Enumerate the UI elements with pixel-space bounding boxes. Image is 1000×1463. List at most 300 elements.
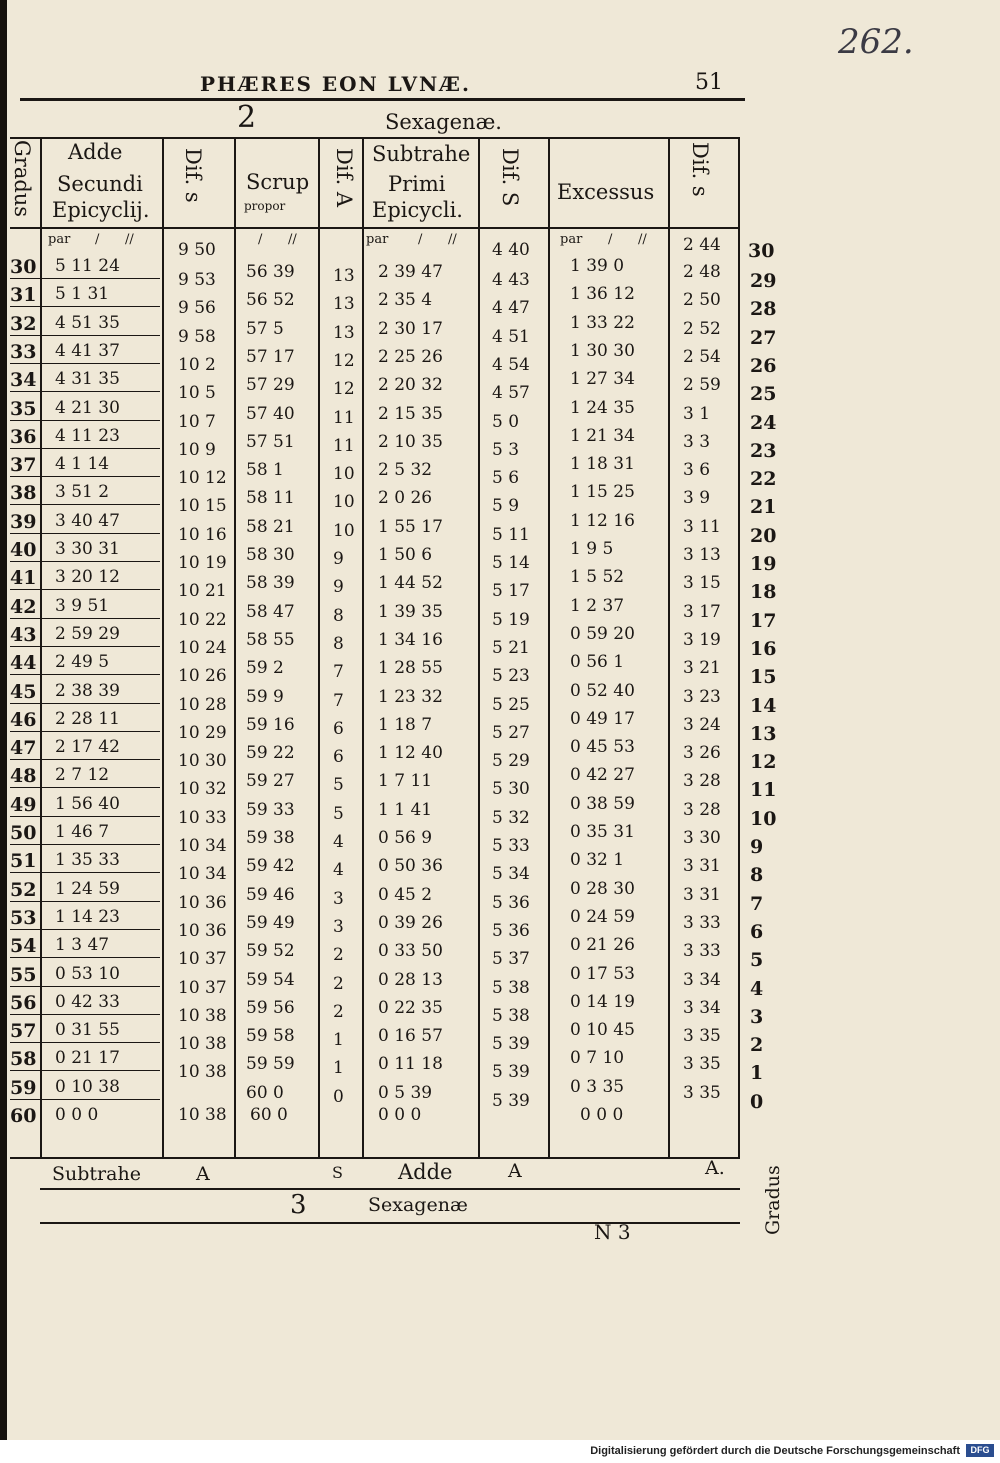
scrup-propor-cell: 60 0 <box>250 1105 288 1125</box>
secundi-epicycli-cell: 1 56 40 <box>55 793 120 814</box>
dif-s2-cell: 5 0 <box>492 411 520 432</box>
bottom-a2: A <box>508 1160 522 1182</box>
dif-s2-cell: 5 6 <box>492 468 520 489</box>
scrup-propor-cell: 59 2 <box>246 658 284 679</box>
right-degree-cell: 8 <box>750 864 764 887</box>
dfg-logo: DFG <box>966 1444 994 1457</box>
scrup-propor-cell: 58 55 <box>246 629 295 650</box>
column-rule <box>234 137 236 1157</box>
primi-epicycli-cell: 1 18 7 <box>378 714 433 735</box>
page-number: 51 <box>695 70 723 95</box>
dif-s1-cell: 10 22 <box>178 609 227 630</box>
bottom-sexagena-label: Sexagenæ <box>368 1194 468 1216</box>
dif-a1-cell: 3 <box>333 888 344 909</box>
right-degree-cell: 18 <box>750 581 777 604</box>
dif-s3-cell: 3 30 <box>683 828 721 848</box>
primi-epicycli-cell: 1 7 11 <box>378 771 433 792</box>
secundi-epicycli-cell: 4 11 23 <box>55 425 120 446</box>
secundi-epicycli-cell: 0 31 55 <box>55 1020 120 1041</box>
right-degree-cell: 24 <box>750 411 777 434</box>
dif-a1-cell: 7 <box>333 690 344 711</box>
degree-cell: 40 <box>10 539 37 561</box>
row-rule <box>10 1099 160 1100</box>
secundi-epicycli-cell: 4 1 14 <box>55 454 110 475</box>
dif-a1-cell: 2 <box>333 945 344 966</box>
row-rule <box>10 420 160 421</box>
primi-epicycli-cell: 1 23 32 <box>378 686 443 707</box>
scrup-propor-cell: 58 21 <box>246 516 295 537</box>
dif-s3-cell: 3 23 <box>683 686 721 707</box>
dif-s2-cell: 5 23 <box>492 666 530 687</box>
dif-a1-cell: 10 <box>333 520 355 541</box>
footer-bottom-rule <box>40 1222 740 1224</box>
excessus-cell: 1 12 16 <box>570 510 635 531</box>
dif-a1-cell: 2 <box>333 973 344 994</box>
excessus-cell: 0 0 0 <box>580 1105 624 1125</box>
dif-s1-cell: 10 15 <box>178 496 227 517</box>
primi-epicycli-cell: 2 39 47 <box>378 262 443 282</box>
right-degree-cell: 26 <box>750 354 777 377</box>
dif-s2-cell: 5 32 <box>492 807 530 828</box>
signature-mark: N 3 <box>594 1220 631 1244</box>
scrup-propor-cell: 59 9 <box>246 686 284 707</box>
right-degree-cell: 7 <box>750 892 764 915</box>
dif-a1-cell: 2 <box>333 1001 344 1022</box>
dif-s3-cell: 2 52 <box>683 318 721 339</box>
header-top-rule <box>10 137 740 139</box>
dif-s2-cell: 5 39 <box>492 1062 530 1083</box>
excessus-cell: 0 45 53 <box>570 737 635 758</box>
dif-s2-cell: 5 38 <box>492 1005 530 1026</box>
degree-cell: 60 <box>10 1105 37 1127</box>
degree-cell: 41 <box>10 567 37 590</box>
excessus-cell: 1 18 31 <box>570 454 635 475</box>
degree-cell: 31 <box>10 284 37 307</box>
column-rule <box>738 137 740 1157</box>
dif-s3-cell: 3 1 <box>683 403 711 424</box>
right-degree-cell: 12 <box>750 751 777 774</box>
scrup-propor-cell: 59 42 <box>246 856 295 877</box>
row-rule <box>10 646 160 647</box>
top-sexagena-label: Sexagenæ. <box>385 110 502 134</box>
degree-cell: 46 <box>10 708 37 731</box>
bottom-sexagena-number: 3 <box>290 1190 307 1220</box>
degree-cell: 52 <box>10 878 37 901</box>
right-degree-cell: 5 <box>750 949 764 972</box>
scrup-propor-cell: 59 33 <box>246 799 295 820</box>
excessus-cell: 0 14 19 <box>570 991 635 1012</box>
row-rule <box>10 901 160 902</box>
secundi-epicycli-cell: 3 9 51 <box>55 595 110 616</box>
dif-s2-cell: 5 36 <box>492 920 530 941</box>
dif-s3-cell: 3 21 <box>683 658 721 679</box>
degree-cell: 51 <box>10 850 37 873</box>
dif-s2-cell: 5 11 <box>492 524 530 545</box>
dif-s1-first-value: 9 50 <box>178 240 216 260</box>
primi-epicycli-cell: 2 25 26 <box>378 346 443 367</box>
scrup-propor-cell: 57 29 <box>246 375 295 396</box>
dif-s1-cell: 10 24 <box>178 637 227 658</box>
dif-a1-cell: 5 <box>333 803 344 824</box>
row-rule <box>10 306 160 307</box>
dif-s1-cell: 10 29 <box>178 722 227 743</box>
column-rule <box>548 137 550 1157</box>
dif-s1-cell: 10 38 <box>178 1105 227 1125</box>
dif-s2-cell: 5 3 <box>492 439 520 460</box>
dif-s2-cell: 5 9 <box>492 496 520 517</box>
dif-s2-cell: 5 21 <box>492 637 530 658</box>
dif-s2-cell: 5 36 <box>492 892 530 913</box>
excessus-cell: 1 5 52 <box>570 567 625 588</box>
secundi-epicycli-cell: 2 59 29 <box>55 623 120 644</box>
degree-cell: 49 <box>10 793 37 816</box>
dif-s1-cell: 10 19 <box>178 553 227 573</box>
dif-s3-cell: 3 34 <box>683 997 721 1018</box>
scrup-propor-cell: 58 39 <box>246 573 295 594</box>
excessus-cell: 1 2 37 <box>570 595 625 616</box>
excessus-cell: 1 39 0 <box>570 256 625 276</box>
primi-epicycli-cell: 0 45 2 <box>378 884 433 905</box>
dif-a1-cell: 10 <box>333 464 355 485</box>
dif-a1-cell: 10 <box>333 492 355 513</box>
dif-s3-cell: 3 26 <box>683 743 721 764</box>
unit-sec-3: // <box>448 232 457 247</box>
right-degree-cell: 20 <box>750 524 777 547</box>
degree-cell: 34 <box>10 369 37 392</box>
dif-a1-cell: 13 <box>333 322 355 343</box>
handwritten-folio-number: 262. <box>838 22 914 62</box>
primi-epicycli-cell: 1 39 35 <box>378 601 443 622</box>
dif-a1-cell: 3 <box>333 916 344 937</box>
excessus-cell: 0 49 17 <box>570 708 635 729</box>
dif-s3-cell: 3 3 <box>683 431 711 452</box>
dif-s1-cell: 10 36 <box>178 920 227 941</box>
primi-epicycli-cell: 2 30 17 <box>378 318 443 339</box>
dif-s1-cell: 10 37 <box>178 949 227 970</box>
dif-s1-cell: 10 30 <box>178 751 227 772</box>
dif-s3-cell: 3 9 <box>683 488 711 509</box>
primi-header: Primi <box>388 172 446 196</box>
scrup-propor-cell: 56 39 <box>246 262 295 282</box>
degree-cell: 38 <box>10 482 37 505</box>
unit-sec-4: // <box>638 232 647 247</box>
degree-cell: 47 <box>10 737 37 760</box>
dif-s1-header: Dif. s <box>181 148 205 203</box>
unit-min-3: / <box>418 232 423 247</box>
bottom-a1: A <box>196 1163 210 1185</box>
column-rule <box>668 137 670 1157</box>
excessus-cell: 1 24 35 <box>570 397 635 418</box>
dif-s2-cell: 5 14 <box>492 553 530 573</box>
secundi-epicycli-cell: 2 28 11 <box>55 708 120 729</box>
degree-cell: 50 <box>10 822 37 844</box>
gradus-header: Gradus <box>10 140 34 218</box>
scrup-propor-cell: 58 11 <box>246 488 295 509</box>
row-rule <box>10 674 160 675</box>
excessus-cell: 1 30 30 <box>570 340 635 361</box>
primi-epicycli-cell: 0 5 39 <box>378 1082 433 1103</box>
right-degree-cell: 6 <box>750 920 764 943</box>
primi-epicycli-cell: 0 11 18 <box>378 1054 443 1075</box>
primi-epicycli-cell: 0 50 36 <box>378 856 443 877</box>
row-rule <box>10 957 160 958</box>
adde-header: Adde <box>68 140 123 164</box>
degree-cell: 33 <box>10 340 37 363</box>
excessus-cell: 0 35 31 <box>570 822 635 842</box>
right-degree-cell: 11 <box>750 779 777 802</box>
row-rule <box>10 703 160 704</box>
unit-sec-2: // <box>288 232 297 247</box>
scrup-propor-cell: 59 22 <box>246 743 295 764</box>
row-rule <box>10 448 160 449</box>
column-rule <box>478 137 480 1157</box>
excessus-cell: 0 24 59 <box>570 906 635 927</box>
dif-a1-cell: 12 <box>333 350 355 371</box>
dif-s2-cell: 5 37 <box>492 949 530 970</box>
degree-cell: 59 <box>10 1076 37 1099</box>
row-rule <box>10 561 160 562</box>
degree-cell: 45 <box>10 680 37 703</box>
dif-a1-cell: 6 <box>333 718 344 739</box>
excessus-cell: 1 21 34 <box>570 425 635 446</box>
scrup-propor-cell: 59 58 <box>246 1026 295 1047</box>
primi-epicycli-cell: 0 22 35 <box>378 997 443 1018</box>
dif-s1-cell: 10 2 <box>178 354 216 375</box>
dif-s3-cell: 3 31 <box>683 884 721 905</box>
dif-s2-cell: 4 54 <box>492 354 530 375</box>
dif-s3-first-value: 2 44 <box>683 235 721 255</box>
primi-epicycli-cell: 0 0 0 <box>378 1105 422 1125</box>
secundi-epicycli-cell: 2 38 39 <box>55 680 120 701</box>
dif-s1-cell: 10 26 <box>178 666 227 687</box>
dif-s1-cell: 10 9 <box>178 439 216 460</box>
dif-s2-cell: 5 19 <box>492 609 530 630</box>
excessus-header: Excessus <box>557 180 655 204</box>
bottom-subtrahe: Subtrahe <box>52 1163 141 1185</box>
dif-a1-cell: 9 <box>333 577 344 598</box>
dif-s2-cell: 4 51 <box>492 326 530 347</box>
secundi-epicycli-cell: 1 24 59 <box>55 878 120 899</box>
degree-cell: 36 <box>10 425 37 448</box>
row-rule <box>10 363 160 364</box>
dif-s3-cell: 2 50 <box>683 290 721 311</box>
column-rule <box>318 137 320 1157</box>
secundi-epicycli-cell: 1 3 47 <box>55 935 110 956</box>
scrup-propor-cell: 59 56 <box>246 997 295 1018</box>
primi-epicycli-cell: 2 5 32 <box>378 460 433 481</box>
primi-epicycli-cell: 0 56 9 <box>378 828 433 848</box>
excessus-cell: 1 33 22 <box>570 312 635 333</box>
secundi-epicycli-cell: 5 11 24 <box>55 256 120 276</box>
dif-a1-cell: 6 <box>333 747 344 768</box>
dif-s2-cell: 5 33 <box>492 836 530 856</box>
row-rule <box>10 1070 160 1071</box>
dif-s1-cell: 10 16 <box>178 524 227 545</box>
right-first-degree: 30 <box>748 240 775 262</box>
unit-par-1: par <box>48 232 71 247</box>
dif-s1-cell: 9 56 <box>178 298 216 319</box>
secundi-epicycli-cell: 4 31 35 <box>55 369 120 390</box>
right-degree-cell: 29 <box>750 270 777 292</box>
excessus-cell: 0 32 1 <box>570 850 625 871</box>
dif-a1-cell: 11 <box>333 407 355 428</box>
degree-cell: 35 <box>10 397 37 420</box>
dif-s3-cell: 3 13 <box>683 545 721 565</box>
dif-s3-cell: 2 54 <box>683 346 721 367</box>
primi-epicycli-cell: 0 33 50 <box>378 941 443 962</box>
dif-s1-cell: 10 36 <box>178 892 227 913</box>
primi-epicycli-cell: 2 0 26 <box>378 488 433 509</box>
scrup-propor-cell: 59 38 <box>246 828 295 848</box>
scrup-propor-cell: 60 0 <box>246 1082 284 1103</box>
row-rule <box>10 278 160 279</box>
excessus-cell: 1 27 34 <box>570 369 635 390</box>
dif-a1-cell: 9 <box>333 549 344 569</box>
primi-epicycli-cell: 0 39 26 <box>378 912 443 933</box>
header-bottom-rule <box>10 227 740 229</box>
dif-s1-cell: 10 12 <box>178 468 227 489</box>
dif-s3-cell: 3 35 <box>683 1054 721 1075</box>
bottom-gradus: Gradus <box>762 1165 784 1235</box>
dif-s3-cell: 3 17 <box>683 601 721 622</box>
secundi-epicycli-cell: 0 10 38 <box>55 1076 120 1097</box>
degree-cell: 32 <box>10 312 37 335</box>
unit-par-3: par <box>560 232 583 247</box>
degree-cell: 54 <box>10 935 37 958</box>
scrup-header: Scrup <box>246 170 310 194</box>
excessus-cell: 1 9 5 <box>570 539 614 559</box>
secundi-epicycli-cell: 4 51 35 <box>55 312 120 333</box>
top-sexagena-number: 2 <box>237 100 257 135</box>
degree-cell: 53 <box>10 906 37 929</box>
primi-epicycli-cell: 0 16 57 <box>378 1026 443 1047</box>
secundi-epicycli-cell: 2 17 42 <box>55 737 120 758</box>
dif-s1-cell: 10 37 <box>178 977 227 998</box>
right-degree-cell: 13 <box>750 722 777 745</box>
row-rule <box>10 618 160 619</box>
secundi-header: Secundi <box>57 172 143 196</box>
row-rule <box>10 872 160 873</box>
dif-s1-cell: 10 5 <box>178 383 216 404</box>
row-rule <box>10 533 160 534</box>
head-rule <box>20 98 745 101</box>
dif-a1-cell: 12 <box>333 379 355 400</box>
scrup-propor-cell: 59 46 <box>246 884 295 905</box>
excessus-cell: 0 38 59 <box>570 793 635 814</box>
right-degree-cell: 14 <box>750 694 777 717</box>
degree-cell: 42 <box>10 595 37 618</box>
row-rule <box>10 759 160 760</box>
dif-s3-cell: 3 33 <box>683 941 721 962</box>
excessus-cell: 1 36 12 <box>570 284 635 305</box>
right-degree-cell: 25 <box>750 383 777 406</box>
dif-s1-cell: 10 38 <box>178 1062 227 1083</box>
dif-s3-cell: 3 15 <box>683 573 721 594</box>
right-degree-cell: 28 <box>750 298 777 321</box>
dif-s2-cell: 5 17 <box>492 581 530 602</box>
right-degree-cell: 21 <box>750 496 777 519</box>
primi-epicycli-cell: 2 20 32 <box>378 375 443 396</box>
right-degree-cell: 9 <box>750 836 764 858</box>
secundi-epicycli-cell: 3 51 2 <box>55 482 110 503</box>
dif-s2-cell: 5 29 <box>492 751 530 772</box>
right-degree-cell: 1 <box>750 1062 764 1085</box>
scrup-propor-cell: 59 49 <box>246 912 295 933</box>
right-degree-cell: 19 <box>750 553 777 575</box>
secundi-epicycli-cell: 0 42 33 <box>55 991 120 1012</box>
right-degree-cell: 23 <box>750 439 777 462</box>
secundi-epicycli-cell: 4 41 37 <box>55 340 120 361</box>
primi-epicycli-cell: 1 12 40 <box>378 743 443 764</box>
scrup-propor-cell: 57 51 <box>246 431 295 452</box>
right-degree-cell: 0 <box>750 1090 764 1113</box>
dif-s2-cell: 5 25 <box>492 694 530 715</box>
dif-s3-cell: 2 59 <box>683 375 721 396</box>
dif-a1-cell: 5 <box>333 775 344 796</box>
right-degree-cell: 10 <box>750 807 777 830</box>
dif-s3-cell: 3 24 <box>683 714 721 735</box>
dif-s3-cell: 3 11 <box>683 516 721 537</box>
row-rule <box>10 986 160 987</box>
epicycli-a-header: Epicyclij. <box>52 198 150 222</box>
excessus-cell: 0 17 53 <box>570 963 635 984</box>
excessus-cell: 0 56 1 <box>570 652 625 673</box>
degree-cell: 39 <box>10 510 37 533</box>
degree-cell: 58 <box>10 1048 37 1071</box>
primi-epicycli-cell: 2 15 35 <box>378 403 443 424</box>
dif-s2-cell: 4 47 <box>492 298 530 319</box>
dif-a1-cell: 0 <box>333 1086 344 1107</box>
dif-a1-cell: 8 <box>333 605 344 626</box>
dif-a1-cell: 13 <box>333 266 355 286</box>
excessus-cell: 0 28 30 <box>570 878 635 899</box>
dif-a1-cell: 7 <box>333 662 344 683</box>
degree-cell: 56 <box>10 991 37 1014</box>
right-degree-cell: 22 <box>750 468 777 491</box>
digitization-footer <box>0 1440 1000 1463</box>
dif-s3-cell: 2 48 <box>683 262 721 282</box>
secundi-epicycli-cell: 2 49 5 <box>55 652 110 673</box>
row-rule <box>10 335 160 336</box>
dif-s2-cell: 4 43 <box>492 270 530 290</box>
dif-s2-cell: 5 27 <box>492 722 530 743</box>
excessus-cell: 1 15 25 <box>570 482 635 503</box>
secundi-epicycli-cell: 1 35 33 <box>55 850 120 871</box>
degree-cell: 43 <box>10 623 37 646</box>
degree-cell: 44 <box>10 652 37 675</box>
row-rule <box>10 476 160 477</box>
dif-s3-cell: 3 35 <box>683 1082 721 1103</box>
right-degree-cell: 2 <box>750 1034 764 1057</box>
dif-a1-cell: 1 <box>333 1058 344 1079</box>
scrup-propor-cell: 59 59 <box>246 1054 295 1075</box>
secundi-epicycli-cell: 2 7 12 <box>55 765 110 786</box>
dif-s3-cell: 3 19 <box>683 629 721 650</box>
primi-epicycli-cell: 1 1 41 <box>378 799 433 820</box>
excessus-cell: 0 52 40 <box>570 680 635 701</box>
footer-mid-rule <box>40 1188 740 1190</box>
dif-a1-header: Dif. A <box>332 148 356 208</box>
dif-s1-cell: 10 38 <box>178 1034 227 1055</box>
unit-min-4: / <box>608 232 613 247</box>
dif-s2-cell: 5 39 <box>492 1090 530 1111</box>
column-rule <box>162 137 164 1157</box>
primi-epicycli-cell: 1 44 52 <box>378 573 443 594</box>
right-degree-cell: 16 <box>750 637 777 660</box>
row-rule <box>10 929 160 930</box>
degree-cell: 37 <box>10 454 37 477</box>
dif-s1-cell: 10 33 <box>178 807 227 828</box>
